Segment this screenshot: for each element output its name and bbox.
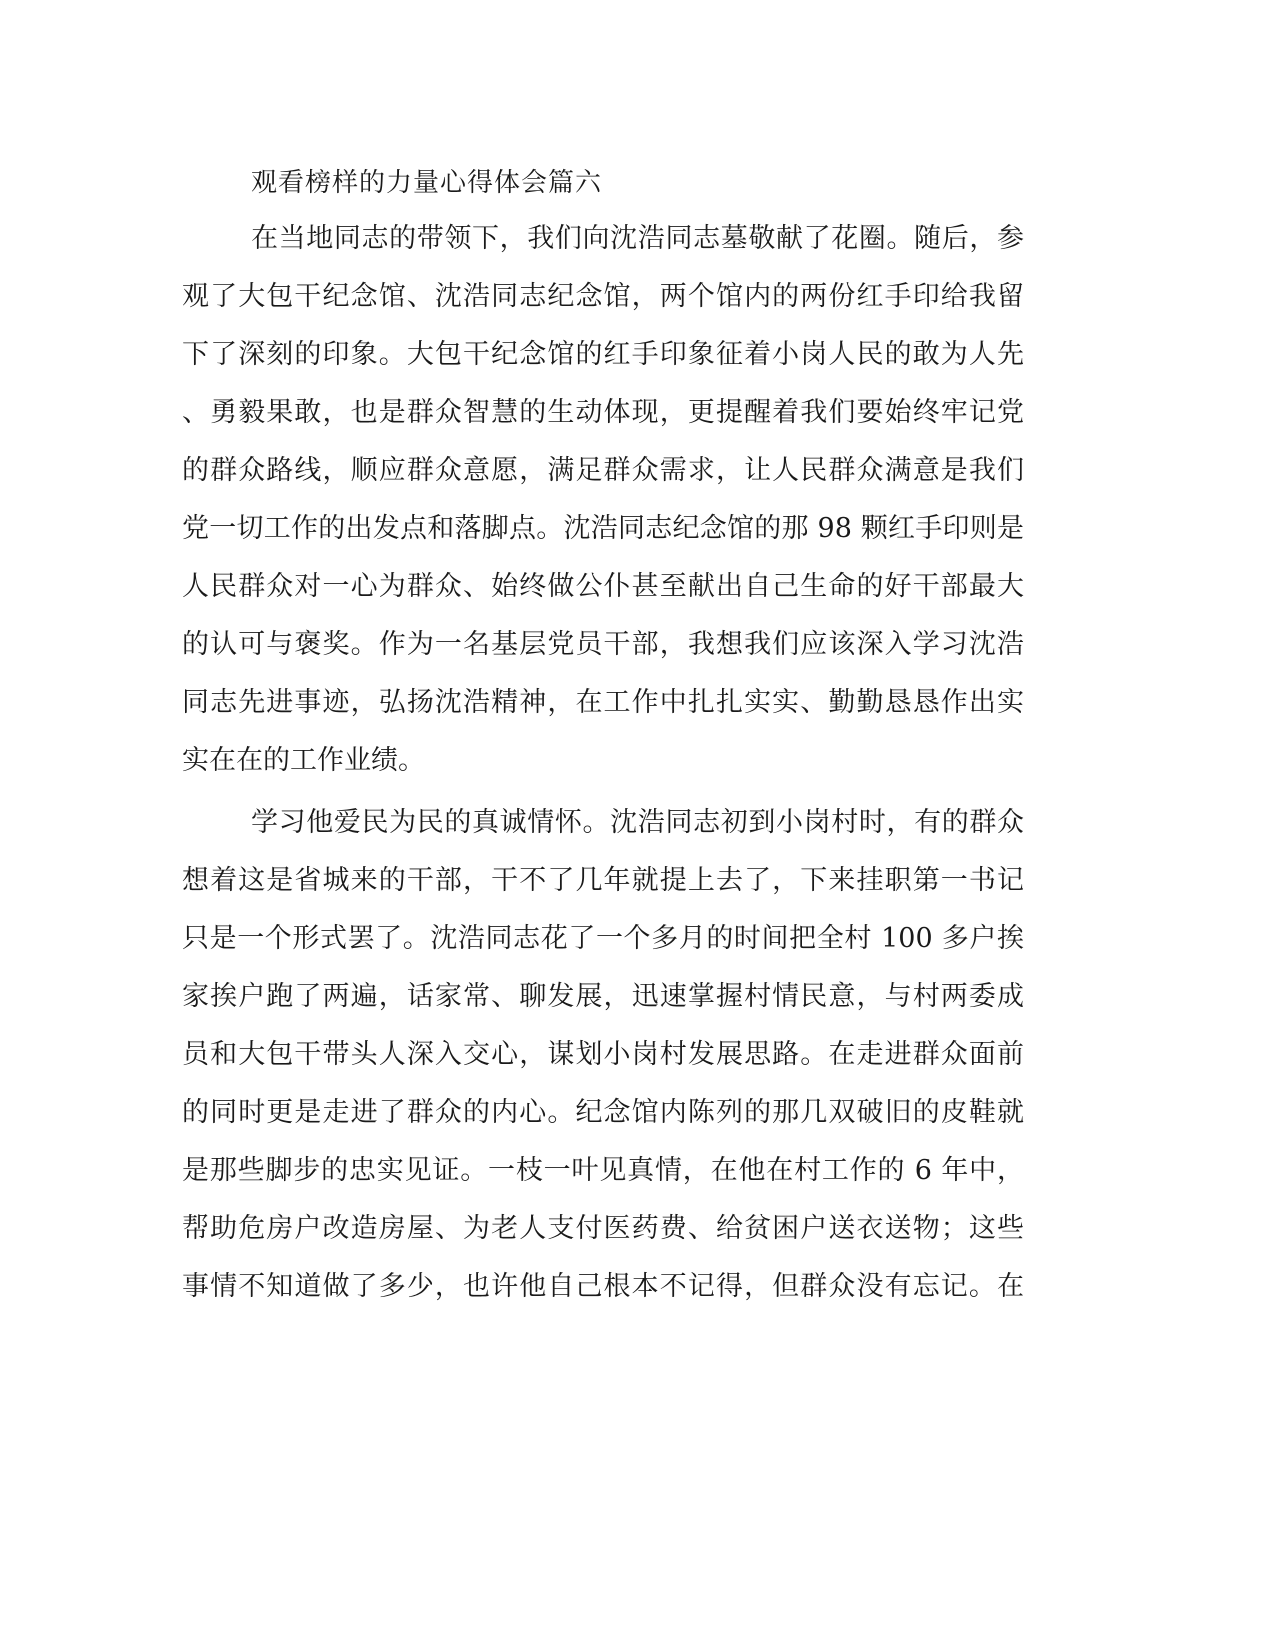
paragraph-1-line-6: 党一切工作的出发点和落脚点。沈浩同志纪念馆的那 98 颗红手印则是 — [182, 513, 1024, 544]
document-title: 观看榜样的力量心得体会篇六 — [251, 168, 603, 198]
paragraph-2-line-5: 员和大包干带头人深入交心，谋划小岗村发展思路。在走进群众面前 — [182, 1039, 1024, 1070]
paragraph-2-line-3: 只是一个形式罢了。沈浩同志花了一个多月的时间把全村 100 多户挨 — [182, 923, 1024, 954]
paragraph-1-line-1: 在当地同志的带领下，我们向沈浩同志墓敬献了花圈。随后，参 — [251, 223, 1024, 254]
paragraph-1-line-7: 人民群众对一心为群众、始终做公仆甚至献出自己生命的好干部最大 — [182, 571, 1024, 602]
paragraph-1-line-8: 的认可与褒奖。作为一名基层党员干部，我想我们应该深入学习沈浩 — [182, 629, 1024, 660]
paragraph-2-line-7: 是那些脚步的忠实见证。一枝一叶见真情，在他在村工作的 6 年中， — [182, 1155, 1024, 1186]
paragraph-1-line-5: 的群众路线，顺应群众意愿，满足群众需求，让人民群众满意是我们 — [182, 455, 1024, 486]
paragraph-1-line-2: 观了大包干纪念馆、沈浩同志纪念馆，两个馆内的两份红手印给我留 — [182, 281, 1024, 312]
paragraph-2-line-2: 想着这是省城来的干部，干不了几年就提上去了，下来挂职第一书记 — [182, 865, 1024, 896]
paragraph-2-line-4: 家挨户跑了两遍，话家常、聊发展，迅速掌握村情民意，与村两委成 — [182, 981, 1024, 1012]
paragraph-2-line-9: 事情不知道做了多少，也许他自己根本不记得，但群众没有忘记。在 — [182, 1271, 1024, 1302]
paragraph-2-line-8: 帮助危房户改造房屋、为老人支付医药费、给贫困户送衣送物；这些 — [182, 1213, 1024, 1244]
paragraph-1-line-3: 下了深刻的印象。大包干纪念馆的红手印象征着小岗人民的敢为人先 — [182, 339, 1024, 370]
paragraph-2-line-6: 的同时更是走进了群众的内心。纪念馆内陈列的那几双破旧的皮鞋就 — [182, 1097, 1024, 1128]
paragraph-1-line-10: 实在在的工作业绩。 — [182, 745, 425, 776]
paragraph-1-line-9: 同志先进事迹，弘扬沈浩精神，在工作中扎扎实实、勤勤恳恳作出实 — [182, 687, 1024, 718]
paragraph-1-line-4: 、勇毅果敢，也是群众智慧的生动体现，更提醒着我们要始终牢记党 — [182, 397, 1024, 428]
paragraph-2-line-1: 学习他爱民为民的真诚情怀。沈浩同志初到小岗村时，有的群众 — [251, 807, 1024, 838]
